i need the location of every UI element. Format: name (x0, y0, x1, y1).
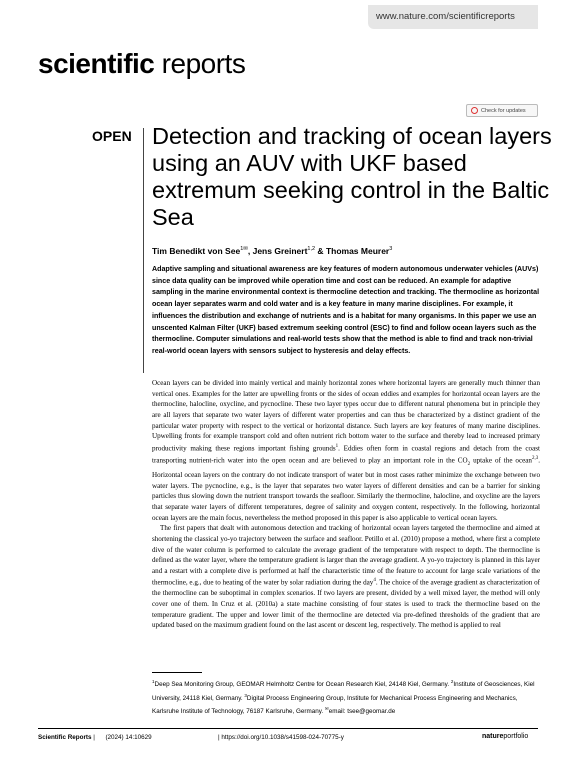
text-run: Ocean layers can be divided into mainly vertical and mainly horizontal zones where horizontal layers are generally much thinner than vertical ones. Examples for the latter are upwelling fronts or the sides of ocean eddies and examples for horizontal ocean layers are the thermocline, halocline, oxycline, and pycnocline. These two layer types occur due to different natural phenomena but in principle they are all layers that separate two water layers of different water properties and can thus be characterized by a distinct gradient of the particular water property with respect to the vertical or horizontal distance. Such layers are key features of many marine disciplines. Upwelling fronts for example transport cold and often nutrient rich bottom water to the surface and thereby lead to increased primary productivity making these regions important fishing grounds (152, 379, 540, 453)
text-run: . The choice of the average gradient as characterization of the thermocline can be suboptimal in complex scenarios. If two layers are present, divided by a well mixed layer, the method will only cover one of them. In Cruz et al. (2010a) a state machine consisting of four states is used to track the thermocline based on the temperature gradient. The upper and lower limit of the thermocline are detected via pre-defined thresholds of the gradient that are updated based on the maximum gradient found on the last ascent or descent leg, respectively. The method is applied to real (152, 578, 540, 630)
affiliation-text: Digital Process Engineering Group, Institute for Mechanical Process Engineering and Mechanics, Karlsruhe Institute of Technology, 76187 Karlsruhe, Germany. (152, 694, 518, 716)
corresponding-email[interactable]: email: tsee@geomar.de (328, 708, 396, 716)
author-affiliation: 1✉ (240, 246, 248, 253)
affiliation-marker: 1 (152, 679, 155, 684)
body-text (152, 378, 540, 631)
citation-ref[interactable]: 1 (335, 443, 339, 449)
affiliations-footnote (152, 677, 542, 718)
text-run: . Eddies often form in coastal regions and detach from the coast transporting nutrient-rich water into the open ocean and are believed to play an important role in the CO (152, 444, 540, 465)
affiliation-text: Institute of Geosciences, Kiel University, 24118 Kiel, Germany. (152, 681, 535, 702)
title-divider (143, 128, 144, 373)
journal-logo-bold: scientific (38, 48, 155, 79)
footer-rule (38, 728, 538, 729)
author-separator: & (315, 246, 326, 256)
author-name[interactable]: Tim Benedikt von See (152, 246, 241, 256)
brand-bold: nature (482, 733, 504, 740)
nature-portfolio-logo (482, 733, 528, 740)
article-title: Detection and tracking of ocean layers using an AUV with UKF based extremum seeking control in the Baltic Sea (152, 123, 552, 230)
update-circle-icon (471, 107, 478, 114)
open-access-label: OPEN (92, 128, 132, 144)
affiliation-marker: 3 (244, 692, 247, 698)
citation-ref[interactable]: 4 (373, 578, 376, 584)
footer-volume: (2024) 14:10629 (105, 734, 152, 741)
body-paragraph (152, 523, 540, 631)
citation-ref[interactable]: 2,3 (531, 455, 539, 461)
affiliation-marker: 2 (450, 679, 454, 684)
author-name[interactable]: Thomas Meurer (325, 246, 390, 256)
footer-journal: Scientific Reports (38, 734, 92, 741)
journal-logo[interactable] (38, 48, 245, 80)
footer-separator: | (91, 734, 106, 741)
author-affiliation: 3 (389, 246, 393, 253)
check-updates-label: Check for updates (481, 107, 526, 114)
check-updates-button[interactable] (466, 104, 538, 117)
author-separator: , (247, 246, 253, 256)
text-run: uptake of the ocean (470, 456, 532, 465)
brand-regular: portfolio (503, 733, 529, 740)
journal-logo-regular: reports (154, 48, 246, 79)
author-list (152, 246, 392, 256)
footer-citation (38, 734, 152, 741)
email-icon: ✉ (324, 706, 329, 711)
author-affiliation: 1,2 (307, 246, 316, 253)
footer-doi[interactable]: | https://doi.org/10.1038/s41598-024-70775-y (218, 734, 344, 741)
text-run: . Horizontal ocean layers on the contrary do not indicate transport of water but in most cases rather minimize the exchange between two water layers. The pycnocline, e.g., is the layer that separates two water layers of different densities and can be a barrier for sinking particles thus slowing down the nutrient transport towards the seafloor. Similarly the thermocline, halocline, and oxycline are the layers that separate water layers of different temperatures, degree of salinity and oxygen content, respectively. In the following, horizontal ocean layers are the main focus, nevertheless the method proposed in this paper is also applicable to vertical ocean layers. (152, 456, 540, 522)
abstract: Adaptive sampling and situational awareness are key features of modern autonomous underwater vehicles (AUVs) since data quality can be improved while operation time and cost can be reduced. An example for adaptive sampling in the marine environmental context is thermocline detection and tracking. The thermocline as horizontal ocean layer separates warm and cold water and is a key feature in many marine disciplines. For example, it influences the distribution and exchange of nutrients and is a habitat for many organisms. In this paper we use an unscented Kalman Filter (UKF) based extremum seeking control (ESC) to find and follow ocean layers such as the thermocline. Computer simulations and real-world tests show that the method is able to find and track non-trivial real-world ocean layers with sensors subject to hysteresis and delay effects. (152, 265, 540, 355)
affiliation-text: Deep Sea Monitoring Group, GEOMAR Helmholtz Centre for Ocean Research Kiel, 24148 Kiel, Germany. (154, 681, 451, 689)
body-paragraph (152, 378, 540, 523)
text-run: The first papers that dealt with autonomous detection and tracking of horizontal ocean layers targeted the thermocline and aimed at shortening the classical yo-yo trajectory between the surface and seafloor. Petillo et al. (2010) propose a method, where first a complete dive of the water column is performed to calculate the average gradient of the temperature with respect to depth. The thermocline is defined as the water layer, where the temperature gradient is larger than the average gradient. A yo-yo trajectory is planned in this layer and a restart with a complete dive is performed at half the characteristic time of the feature to account for large scale variations of the thermocline, e.g., due to heating of the water by solar radiation during the day (152, 524, 540, 587)
footnote-rule (152, 672, 202, 673)
author-name[interactable]: Jens Greinert (252, 246, 308, 256)
journal-url[interactable]: www.nature.com/scientificreports (376, 11, 515, 22)
subscript: 2 (467, 461, 471, 467)
